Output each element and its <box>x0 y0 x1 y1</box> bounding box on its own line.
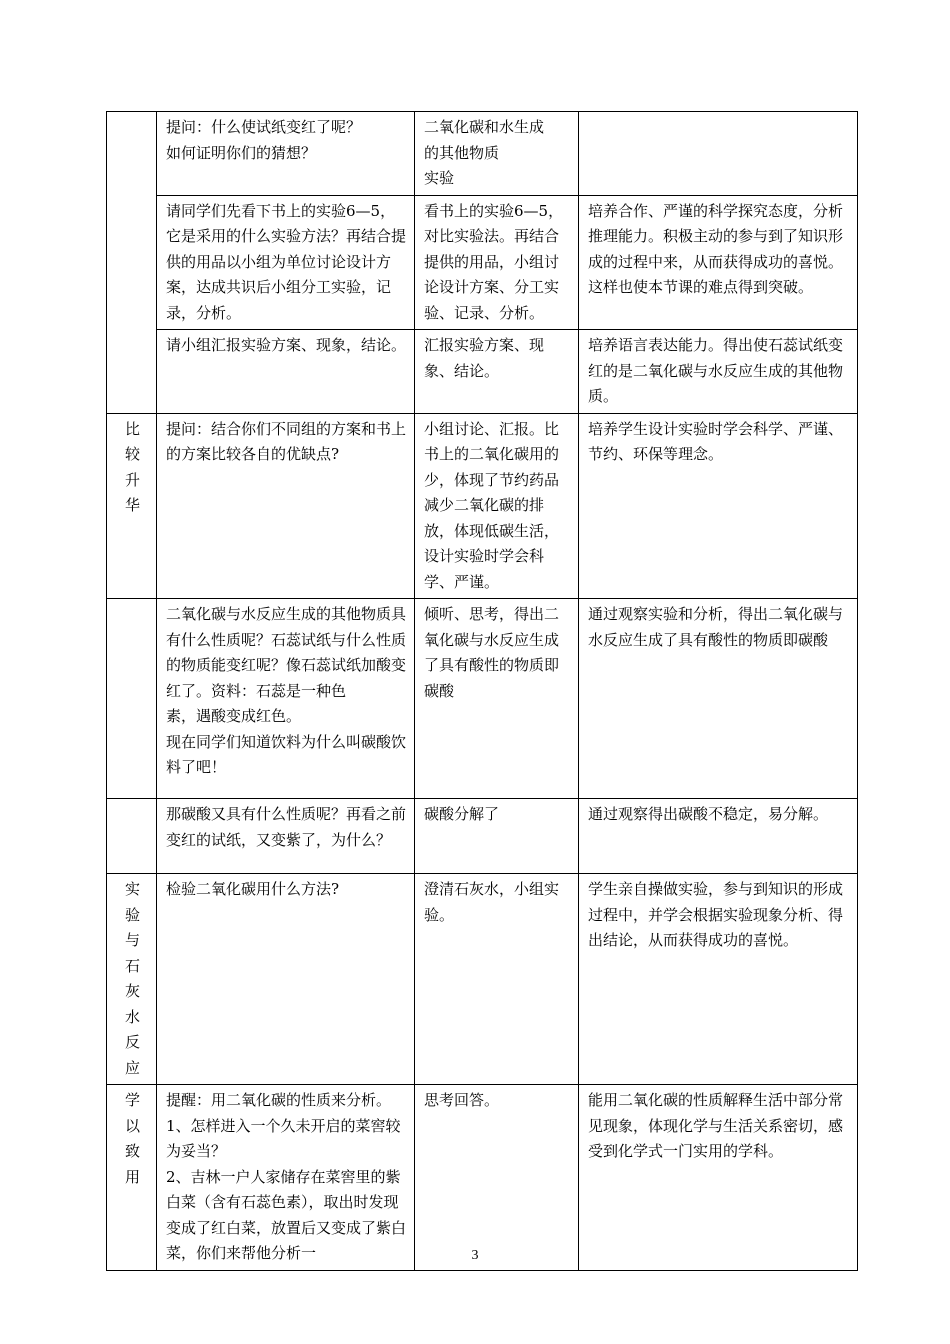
student-activity-text: 碳酸分解了 <box>424 805 500 823</box>
teacher-activity-cell <box>157 599 415 799</box>
student-activity-text: 思考回答。 <box>424 1091 500 1109</box>
teacher-activity-text: 请小组汇报实验方案、现象，结论。 <box>166 336 407 354</box>
design-intent-text: 培养学生设计实验时学会科学、严谨、节约、环保等理念。 <box>588 419 844 463</box>
table-row <box>107 799 858 874</box>
student-activity-text: 看书上的实验6—5，对比实验法。再结合提供的用品，小组讨论设计方案、分工实验、记录、分析。 <box>424 201 564 322</box>
table-row <box>107 874 858 1085</box>
design-intent-text: 培养语言表达能力。得出使石蕊试纸变红的是二氧化碳与水反应生成的其他物质。 <box>588 336 844 405</box>
design-intent-cell <box>579 413 858 599</box>
teacher-activity-text: 检验二氧化碳用什么方法? <box>166 880 340 898</box>
teacher-activity-text: 二氧化碳与水反应生成的其他物质具有什么性质呢？石蕊试纸与什么性质的物质能变红呢？像石蕊试纸加酸变红了。资料：石蕊是一种色 <box>166 605 407 700</box>
teacher-activity-cell <box>157 874 415 1085</box>
teacher-activity-cell <box>157 330 415 414</box>
stage-cell <box>107 1085 157 1271</box>
student-activity-text: 小组讨论、汇报。比书上的二氧化碳用的少，体现了节约药品减少二氧化碳的排放，体现低碳生活，设计实验时学会科学、严谨。 <box>424 419 560 591</box>
table-row <box>107 599 858 799</box>
design-intent-cell <box>579 874 858 1085</box>
design-intent-cell <box>579 599 858 799</box>
lesson-plan-table <box>106 111 858 1271</box>
teacher-activity-text: 素，遇酸变成红色。 <box>166 707 302 725</box>
stage-cell <box>107 413 157 599</box>
student-activity-cell <box>415 874 579 1085</box>
stage-label: 学以致用 <box>124 1091 140 1186</box>
design-intent-cell <box>579 330 858 414</box>
design-intent-text: 培养合作、严谨的科学探究态度，分析推理能力。积极主动的参与到了知识形成的过程中来，从而获得成功的喜悦。这样也使本节课的难点得到突破。 <box>588 201 844 296</box>
design-intent-text: 通过观察得出碳酸不稳定，易分解。 <box>588 805 829 823</box>
student-activity-cell <box>415 599 579 799</box>
teacher-activity-text: 那碳酸又具有什么性质呢？再看之前变红的试纸，又变紫了，为什么？ <box>166 805 407 849</box>
student-activity-text: 倾听、思考，得出二氧化碳与水反应生成了具有酸性的物质即碳酸 <box>424 605 560 700</box>
student-activity-cell <box>415 413 579 599</box>
stage-cell <box>107 599 157 799</box>
student-activity-cell <box>415 112 579 196</box>
teacher-activity-text: 提问：什么使试纸变红了呢？ <box>166 118 362 136</box>
teacher-activity-text: 如何证明你们的猜想？ <box>166 143 317 162</box>
table-row <box>107 112 858 196</box>
teacher-activity-cell <box>157 413 415 599</box>
design-intent-text: 通过观察实验和分析，得出二氧化碳与水反应生成了具有酸性的物质即碳酸 <box>588 605 844 649</box>
teacher-activity-text: 2、吉林一户人家储存在菜窖里的紫白菜（含有石蕊色素），取出时发现变成了红白菜，放置后又变成了紫白菜，你们来帮他分析一 <box>166 1167 407 1262</box>
teacher-activity-text: 提问：结合你们不同组的方案和书上的方案比较各自的优缺点? <box>166 419 407 463</box>
stage-cell <box>107 799 157 874</box>
stage-label: 实验与石灰水反应 <box>124 880 140 1077</box>
page-number: 3 <box>471 1248 479 1263</box>
design-intent-cell <box>579 799 858 874</box>
teacher-activity-text: 1、怎样进入一个久未开启的菜窖较为妥当？ <box>166 1116 401 1160</box>
teacher-activity-cell <box>157 112 415 196</box>
student-activity-cell <box>415 195 579 330</box>
table-row <box>107 330 858 414</box>
design-intent-cell <box>579 195 858 330</box>
stage-cell <box>107 874 157 1085</box>
table-row <box>107 195 858 330</box>
stage-label: 比较升华 <box>124 419 140 514</box>
design-intent-cell <box>579 1085 858 1271</box>
teacher-activity-cell <box>157 1085 415 1271</box>
student-activity-text: 澄清石灰水，小组实验。 <box>424 880 560 924</box>
design-intent-text: 能用二氧化碳的性质解释生活中部分常见现象，体现化学与生活关系密切，感受到化学式一门实用的学科。 <box>588 1091 844 1160</box>
teacher-activity-cell <box>157 799 415 874</box>
design-intent-cell <box>579 112 858 196</box>
teacher-activity-text: 现在同学们知道饮料为什么叫碳酸饮料了吧！ <box>166 732 407 776</box>
table-row <box>107 1085 858 1271</box>
student-activity-text: 的其他物质 <box>424 143 500 162</box>
stage-cell <box>107 112 157 414</box>
design-intent-text: 学生亲自操做实验，参与到知识的形成过程中，并学会根据实验现象分析、得出结论，从而获得成功的喜悦。 <box>588 880 844 949</box>
student-activity-cell <box>415 330 579 414</box>
student-activity-cell <box>415 799 579 874</box>
table-row <box>107 413 858 599</box>
student-activity-text: 二氧化碳和水生成 <box>424 118 545 136</box>
teacher-activity-text: 请同学们先看下书上的实验6—5，它是采用的什么实验方法？再结合提供的用品以小组为单位讨论设计方案，达成共识后小组分工实验，记录，分析。 <box>166 201 407 322</box>
student-activity-text: 实验 <box>424 169 455 187</box>
teacher-activity-text: 提醒：用二氧化碳的性质来分析。 <box>166 1091 392 1109</box>
student-activity-cell <box>415 1085 579 1271</box>
student-activity-text: 汇报实验方案、现象、结论。 <box>424 336 545 380</box>
teacher-activity-cell <box>157 195 415 330</box>
